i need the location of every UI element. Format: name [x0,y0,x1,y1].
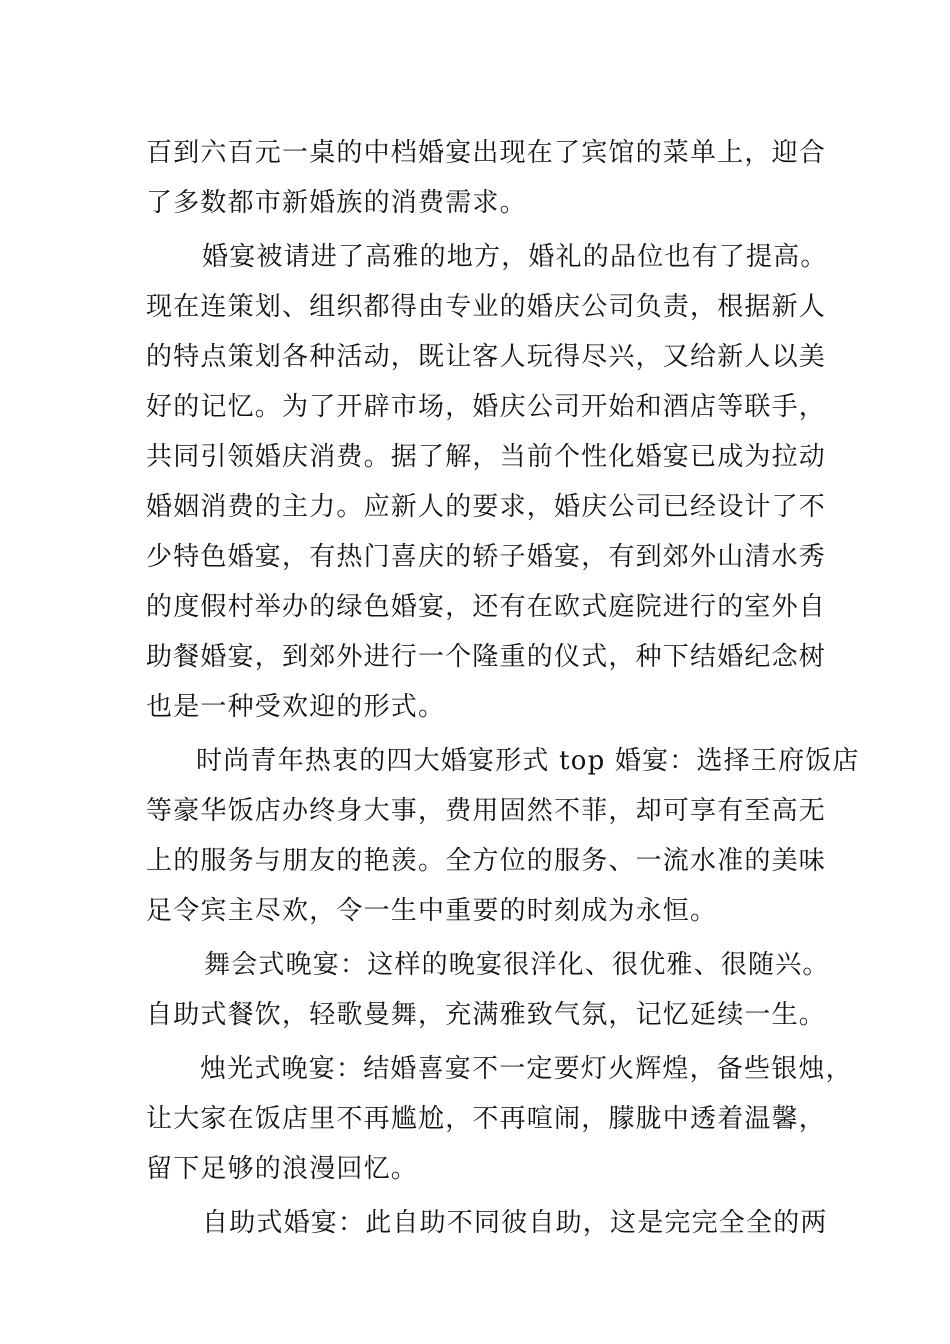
paragraph-1 [146,128,826,228]
paragraph-line: 时尚青年热衷的四大婚宴形式 top 婚宴：选择王府饭店 [196,746,860,776]
paragraph-5 [146,1044,853,1194]
paragraph-line: 婚宴被请进了高雅的地方，婚礼的品位也有了提高。 [202,242,828,272]
paragraph-line: 足令宾主尽欢，令一生中重要的时刻成为永恒。 [146,896,718,926]
paragraph-line: 也是一种受欢迎的形式。 [146,692,446,722]
paragraph-line: 婚姻消费的主力。应新人的要求，婚庆公司已经设计了不 [146,492,827,522]
paragraph-6 [146,1198,826,1248]
paragraph-3 [146,736,860,936]
paragraph-line: 现在连策划、组织都得由专业的婚庆公司负责，根据新人 [146,292,827,322]
paragraph-line: 烛光式晚宴：结婚喜宴不一定要灯火辉煌，备些银烛， [200,1054,853,1084]
paragraph-2 [146,232,826,732]
paragraph-line: 百到六百元一桌的中档婚宴出现在了宾馆的菜单上，迎合 [146,138,827,168]
document-body [146,128,860,1248]
paragraph-line: 留下足够的浪漫回忆。 [146,1154,419,1184]
paragraph-line: 好的记忆。为了开辟市场，婚庆公司开始和酒店等联手， [146,392,827,422]
paragraph-line: 的特点策划各种活动，既让客人玩得尽兴，又给新人以美 [146,342,827,372]
paragraph-line: 等豪华饭店办终身大事，费用固然不菲，却可享有至高无 [146,796,827,826]
paragraph-line: 自助式餐饮，轻歌曼舞，充满雅致气氛，记忆延续一生。 [146,1000,827,1030]
paragraph-line: 上的服务与朋友的艳羡。全方位的服务、一流水准的美味 [146,846,827,876]
paragraph-line: 舞会式晚宴：这样的晚宴很洋化、很优雅、很随兴。 [204,950,830,980]
paragraph-line: 自助式婚宴：此自助不同彼自助，这是完完全全的两 [202,1208,828,1238]
paragraph-line: 让大家在饭店里不再尴尬，不再喧闹，朦胧中透着温馨， [146,1104,827,1134]
paragraph-line: 了多数都市新婚族的消费需求。 [146,188,527,218]
paragraph-line: 的度假村举办的绿色婚宴，还有在欧式庭院进行的室外自 [146,592,827,622]
paragraph-line: 助餐婚宴，到郊外进行一个隆重的仪式，种下结婚纪念树 [146,642,827,672]
paragraph-line: 共同引领婚庆消费。据了解，当前个性化婚宴已成为拉动 [146,442,827,472]
paragraph-line: 少特色婚宴，有热门喜庆的轿子婚宴，有到郊外山清水秀 [146,542,827,572]
paragraph-4 [146,940,830,1040]
